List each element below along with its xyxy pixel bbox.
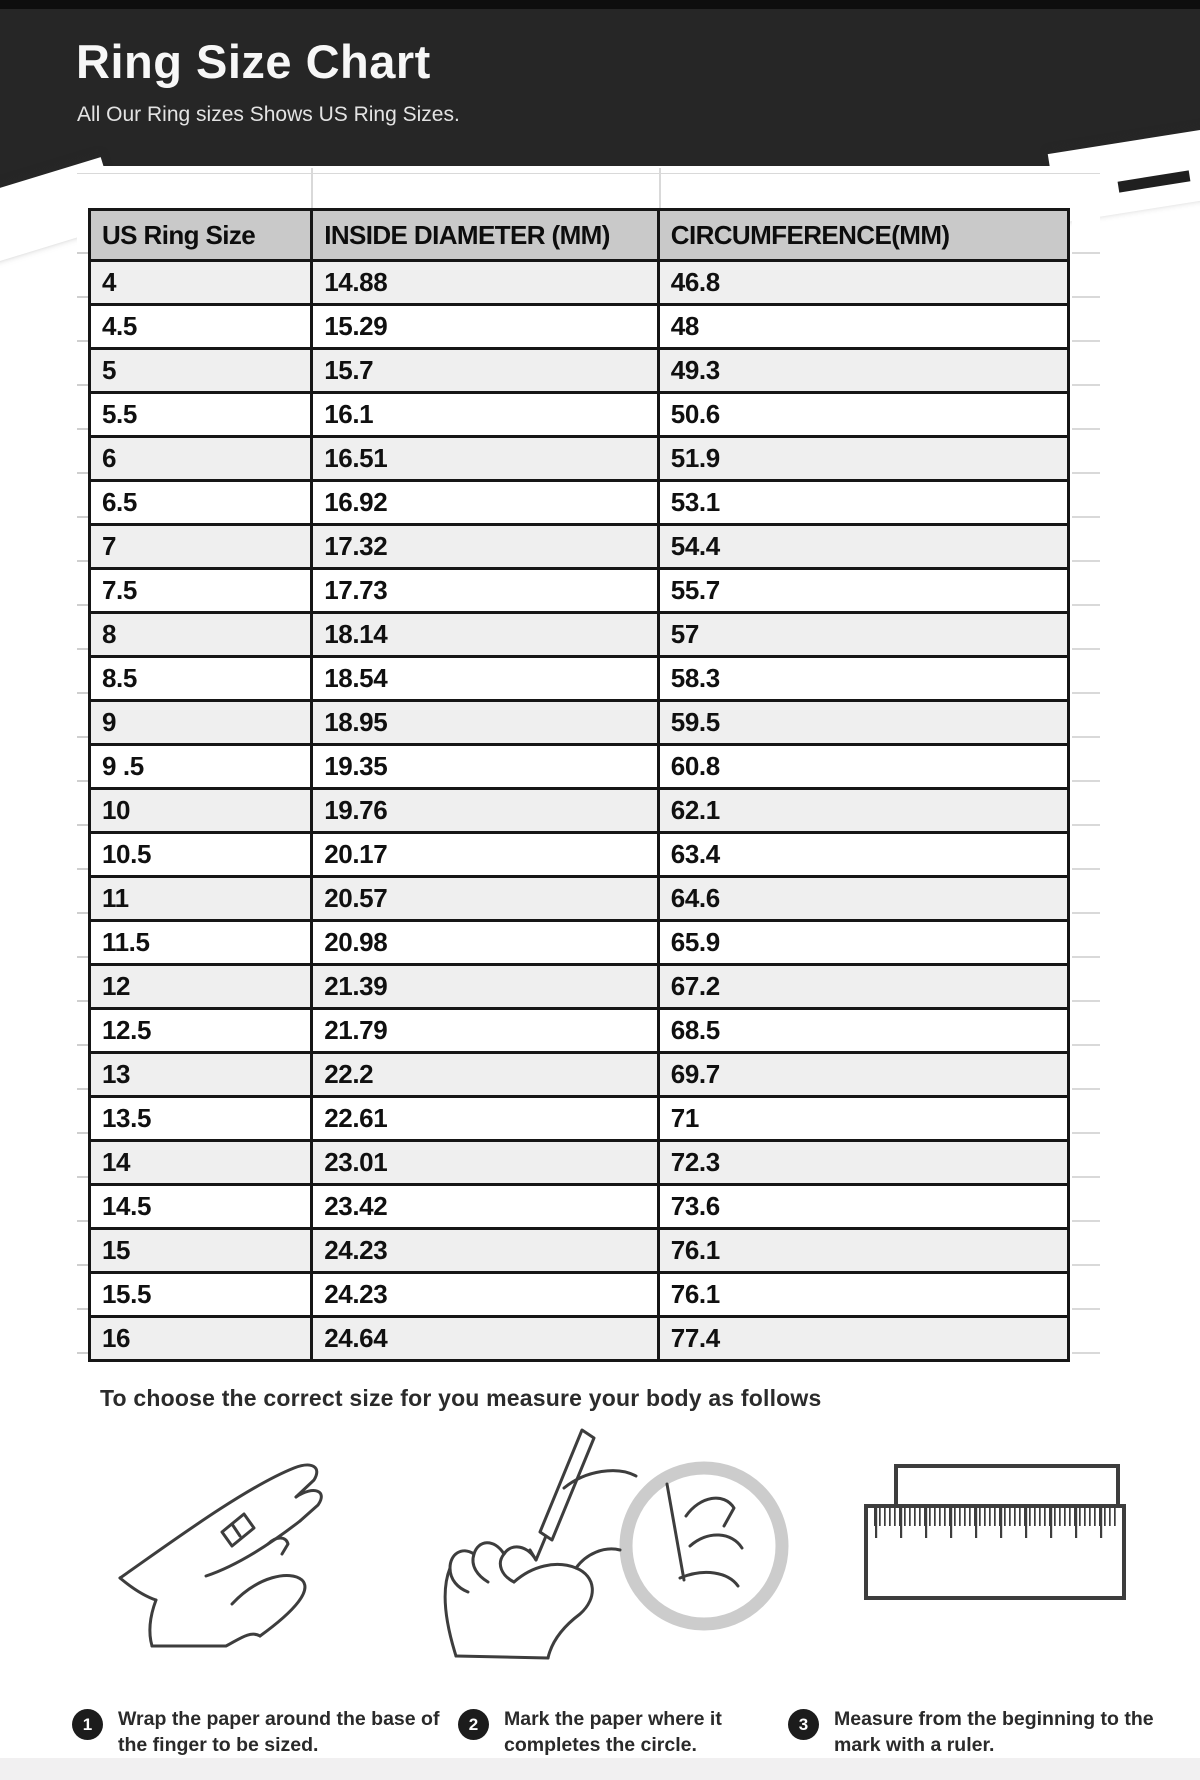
table-cell: 13: [90, 1053, 312, 1097]
table-cell: 19.76: [312, 789, 659, 833]
table-cell: 22.61: [312, 1097, 659, 1141]
table-cell: 10: [90, 789, 312, 833]
table-cell: 23.42: [312, 1185, 659, 1229]
table-cell: 4.5: [90, 305, 312, 349]
ring-size-table: [88, 208, 1070, 1362]
table-cell: 13.5: [90, 1097, 312, 1141]
table-cell: 11.5: [90, 921, 312, 965]
table-cell: 8.5: [90, 657, 312, 701]
table-cell: 50.6: [658, 393, 1068, 437]
table-cell: 21.39: [312, 965, 659, 1009]
sheet-gridline-column-left: [77, 210, 88, 1360]
table-row: [90, 525, 1069, 569]
table-cell: 49.3: [658, 349, 1068, 393]
table-cell: 73.6: [658, 1185, 1068, 1229]
table-cell: 59.5: [658, 701, 1068, 745]
table-cell: 57: [658, 613, 1068, 657]
step-2-number-badge: 2: [458, 1709, 489, 1740]
table-cell: 64.6: [658, 877, 1068, 921]
table-row: [90, 789, 1069, 833]
table-cell: 68.5: [658, 1009, 1068, 1053]
marking-hand-icon: [436, 1418, 806, 1683]
table-cell: 9: [90, 701, 312, 745]
table-row: [90, 745, 1069, 789]
hand-with-paper-strip-illustration: [108, 1428, 418, 1663]
table-cell: 20.98: [312, 921, 659, 965]
table-cell: 12.5: [90, 1009, 312, 1053]
table-cell: 14: [90, 1141, 312, 1185]
table-cell: 71: [658, 1097, 1068, 1141]
table-row: [90, 349, 1069, 393]
table-row: [90, 1009, 1069, 1053]
column-header-circumference: CIRCUMFERENCE(MM): [658, 210, 1068, 261]
table-cell: 60.8: [658, 745, 1068, 789]
table-cell: 6: [90, 437, 312, 481]
table-cell: 18.54: [312, 657, 659, 701]
ring-size-table-body: [90, 261, 1069, 1361]
ruler-measure-illustration: [852, 1440, 1182, 1650]
table-row: [90, 437, 1069, 481]
page-subtitle: All Our Ring sizes Shows US Ring Sizes.: [77, 103, 460, 126]
table-cell: 14.88: [312, 261, 659, 305]
table-cell: 58.3: [658, 657, 1068, 701]
table-cell: 9 .5: [90, 745, 312, 789]
measure-instructions-intro: To choose the correct size for you measure your body as follows: [100, 1385, 822, 1411]
ruler-icon: [852, 1440, 1182, 1650]
table-cell: 16: [90, 1317, 312, 1361]
table-cell: 62.1: [658, 789, 1068, 833]
step-1: [72, 1706, 452, 1759]
table-cell: 76.1: [658, 1229, 1068, 1273]
table-cell: 48: [658, 305, 1068, 349]
table-row: [90, 1273, 1069, 1317]
table-cell: 15: [90, 1229, 312, 1273]
table-cell: 22.2: [312, 1053, 659, 1097]
table-cell: 51.9: [658, 437, 1068, 481]
table-cell: 46.8: [658, 261, 1068, 305]
table-row: [90, 1053, 1069, 1097]
table-cell: 18.95: [312, 701, 659, 745]
table-cell: 24.23: [312, 1273, 659, 1317]
table-row: [90, 877, 1069, 921]
table-cell: 55.7: [658, 569, 1068, 613]
page-title: Ring Size Chart: [76, 35, 431, 88]
table-cell: 24.23: [312, 1229, 659, 1273]
step-3-text: Measure from the beginning to the mark with a ruler.: [834, 1708, 1154, 1757]
table-cell: 15.29: [312, 305, 659, 349]
table-cell: 17.32: [312, 525, 659, 569]
table-cell: 67.2: [658, 965, 1068, 1009]
table-cell: 7.5: [90, 569, 312, 613]
column-header-us-ring-size: US Ring Size: [90, 210, 312, 261]
table-row: [90, 613, 1069, 657]
hand-marking-paper-illustration: [436, 1418, 806, 1683]
grid-line: [659, 168, 661, 210]
table-cell: 6.5: [90, 481, 312, 525]
table-row: [90, 481, 1069, 525]
table-cell: 53.1: [658, 481, 1068, 525]
table-row: [90, 833, 1069, 877]
table-cell: 16.51: [312, 437, 659, 481]
table-cell: 11: [90, 877, 312, 921]
table-cell: 23.01: [312, 1141, 659, 1185]
table-row: [90, 305, 1069, 349]
table-row: [90, 261, 1069, 305]
table-cell: 63.4: [658, 833, 1068, 877]
table-cell: 76.1: [658, 1273, 1068, 1317]
hand-paper-icon: [108, 1428, 418, 1663]
table-cell: 19.35: [312, 745, 659, 789]
table-row: [90, 569, 1069, 613]
banner: [0, 0, 1200, 192]
grid-line: [77, 173, 1100, 174]
table-cell: 15.5: [90, 1273, 312, 1317]
table-cell: 72.3: [658, 1141, 1068, 1185]
table-cell: 54.4: [658, 525, 1068, 569]
table-row: [90, 1317, 1069, 1361]
table-cell: 4: [90, 261, 312, 305]
table-cell: 65.9: [658, 921, 1068, 965]
step-3-number-badge: 3: [788, 1709, 819, 1740]
step-3: [788, 1706, 1178, 1759]
table-cell: 8: [90, 613, 312, 657]
table-cell: 17.73: [312, 569, 659, 613]
table-cell: 16.1: [312, 393, 659, 437]
table-row: [90, 921, 1069, 965]
column-header-inside-diameter: INSIDE DIAMETER (MM): [312, 210, 659, 261]
step-1-number-badge: 1: [72, 1709, 103, 1740]
table-cell: 7: [90, 525, 312, 569]
table-cell: 14.5: [90, 1185, 312, 1229]
table-cell: 69.7: [658, 1053, 1068, 1097]
table-row: [90, 393, 1069, 437]
sheet-gridline-column-right: [1072, 210, 1100, 1360]
table-cell: 18.14: [312, 613, 659, 657]
table-cell: 21.79: [312, 1009, 659, 1053]
table-row: [90, 1229, 1069, 1273]
table-cell: 24.64: [312, 1317, 659, 1361]
table-row: [90, 1097, 1069, 1141]
table-cell: 20.57: [312, 877, 659, 921]
grid-line: [311, 168, 313, 210]
table-cell: 10.5: [90, 833, 312, 877]
table-cell: 15.7: [312, 349, 659, 393]
table-row: [90, 657, 1069, 701]
table-row: [90, 965, 1069, 1009]
table-row: [90, 701, 1069, 745]
table-cell: 77.4: [658, 1317, 1068, 1361]
table-cell: 5: [90, 349, 312, 393]
table-cell: 5.5: [90, 393, 312, 437]
table-cell: 16.92: [312, 481, 659, 525]
table-row: [90, 1141, 1069, 1185]
banner-top-strip: [0, 0, 1200, 9]
table-row: [90, 1185, 1069, 1229]
page-bottom-strip: [0, 1758, 1200, 1780]
table-cell: 12: [90, 965, 312, 1009]
step-1-text: Wrap the paper around the base of the finger to be sized.: [118, 1708, 440, 1757]
step-2-text: Mark the paper where it completes the circle.: [504, 1708, 722, 1757]
step-2: [458, 1706, 778, 1759]
table-cell: 20.17: [312, 833, 659, 877]
table-header-row: [90, 210, 1069, 261]
